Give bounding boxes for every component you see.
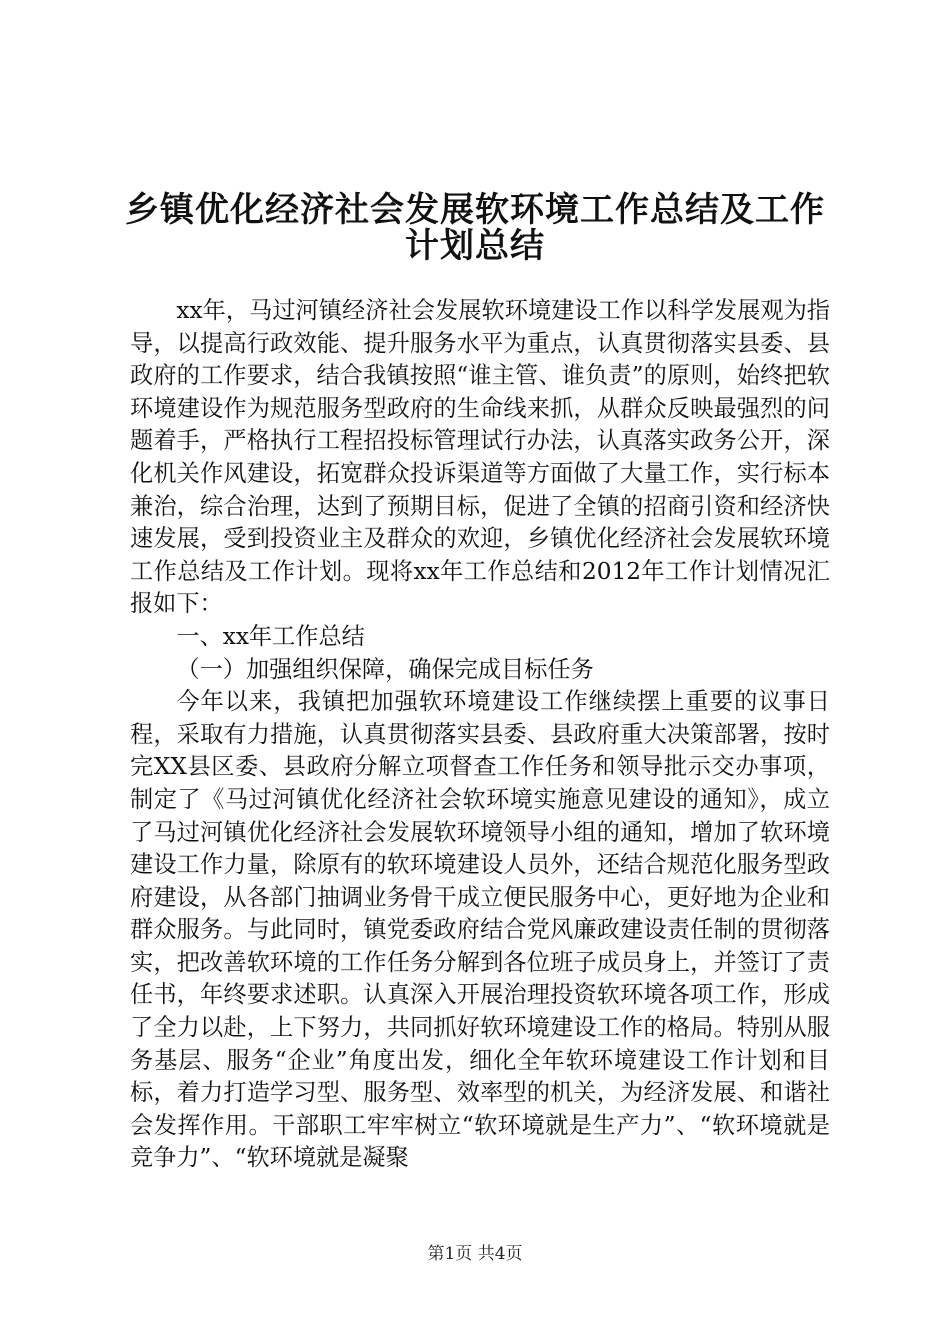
subsection-heading: （一）加强组织保障，确保完成目标任务 [176, 655, 594, 683]
document-title-line-2: 计划总结 [405, 226, 545, 266]
page-number-footer: 第1页 共4页 [427, 1244, 523, 1264]
section-heading: 一、xx年工作总结 [176, 622, 365, 650]
document-title-line-1: 乡镇优化经济社会发展软环境工作总结及工作 [125, 190, 825, 230]
intro-paragraph: xx年，马过河镇经济社会发展软环境建设工作以科学发展观为指导，以提高行政效能、提升服务水平为重点，认真贯彻落实县委、县政府的工作要求，结合我镇按照“谁主管、谁负责”的原则，始终把软环境建设作为规范服务型政府的生命线来抓，从群众反映最强烈的问题着手，严格执行工程招投标管理试行办法，认真落实政务公开，深化机关作风建设，拓宽群众投诉渠道等方面做了大量工作，实行标本兼治，综合治理，达到了预期目标，促进了全镇的招商引资和经济快速发展，受到投资业主及群众的欢迎，乡镇优化经济社会发展软环境工作总结及工作计划。现将xx年工作总结和2012年工作计划情况汇报如下： [130, 297, 830, 618]
body-paragraph: 今年以来，我镇把加强软环境建设工作继续摆上重要的议事日程，采取有力措施，认真贯彻落实县委、县政府重大决策部署，按时完XX县区委、县政府分解立项督查工作任务和领导批示交办事项，制定了《马过河镇优化经济社会软环境实施意见建设的通知》，成立了马过河镇优化经济社会发展软环境领导小组的通知，增加了软环境建设工作力量，除原有的软环境建设人员外，还结合规范化服务型政府建设，从各部门抽调业务骨干成立便民服务中心，更好地为企业和群众服务。与此同时，镇党委政府结合党风廉政建设责任制的贯彻落实，把改善软环境的工作任务分解到各位班子成员身上，并签订了责任书，年终要求述职。认真深入开展治理投资软环境各项工作，形成了全力以赴，上下努力，共同抓好软环境建设工作的格局。特别从服务基层、服务“企业”角度出发，细化全年软环境建设工作计划和目标，着力打造学习型、服务型、效率型的机关，为经济发展、和谐社会发挥作用。干部职工牢牢树立“软环境就是生产力”、“软环境就是竞争力”、“软环境就是凝聚 [130, 688, 830, 1172]
document-body [130, 295, 830, 1175]
